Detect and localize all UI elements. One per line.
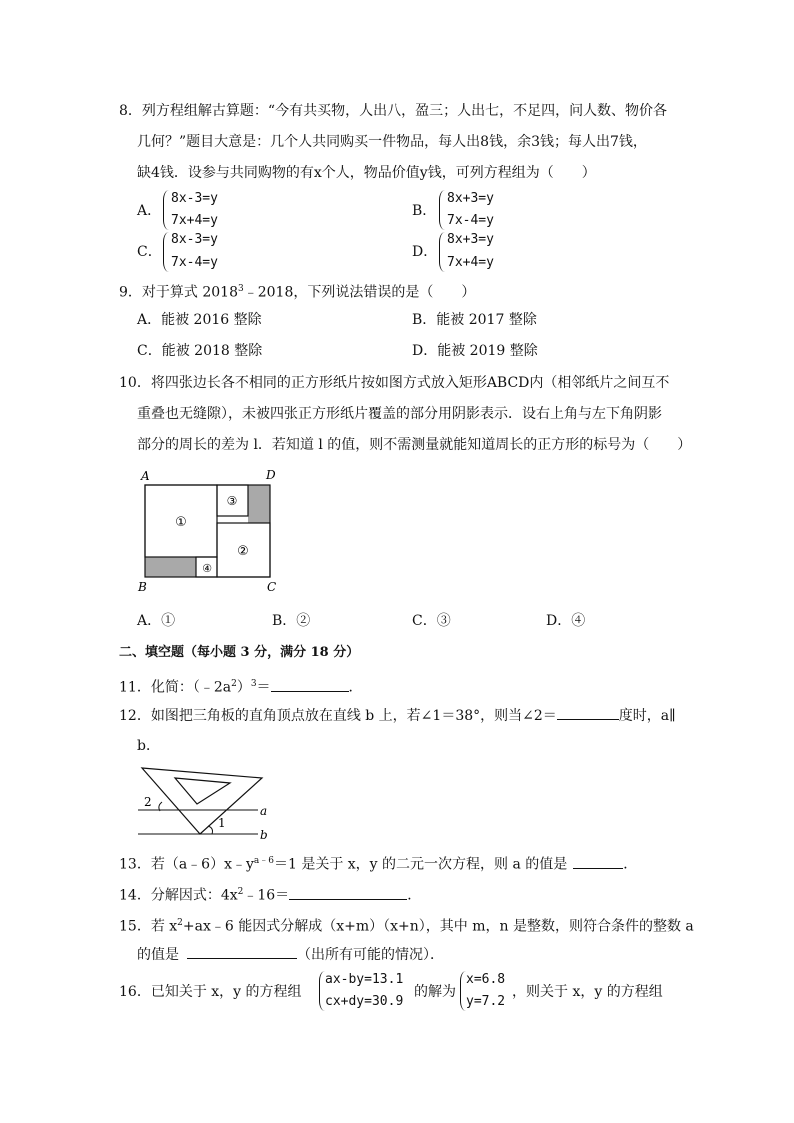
q10-line3: 部分的周长的差为 l．若知道 l 的值，则不需测量就能知道周长的正方形的标号为（ ） bbox=[137, 437, 692, 453]
equation: x=6.8 bbox=[466, 972, 506, 987]
answer-blank[interactable] bbox=[289, 885, 407, 900]
q12-line1: 12．如图把三角板的直角顶点放在直线 b 上，若∠1＝38°，则当∠2＝ 度时，a∥ bbox=[119, 705, 676, 726]
label-sq3: ③ bbox=[226, 494, 238, 508]
label-b: B bbox=[138, 580, 147, 594]
equation: cx+dy=30.9 bbox=[325, 994, 404, 1009]
q10-option-a[interactable]: A．① bbox=[137, 613, 176, 629]
shade-bottom-left bbox=[145, 557, 196, 577]
q9-option-d[interactable]: D．能被 2019 整除 bbox=[412, 343, 538, 359]
label-sq1: ① bbox=[175, 515, 187, 530]
q8-line1: 8．列方程组解古算题：“今有共买物，人出八，盈三；人出七，不足四，问人数、物价各 bbox=[119, 103, 668, 119]
answer-blank[interactable] bbox=[573, 854, 623, 869]
equation: 8x-3=y bbox=[171, 232, 218, 247]
angle-1-arc bbox=[208, 826, 213, 834]
triangle-inner bbox=[175, 778, 230, 804]
q11: 11．化简：$(﹣2a^2)^3=$ ． bbox=[119, 674, 363, 698]
brace bbox=[439, 232, 445, 272]
q16-text-c: ，则关于 x，y 的方程组 bbox=[512, 984, 663, 1000]
answer-blank[interactable] bbox=[557, 705, 619, 720]
label-angle-1: 1 bbox=[218, 816, 226, 830]
label-sq2: ② bbox=[237, 544, 249, 559]
q9-option-a[interactable]: A．能被 2016 整除 bbox=[137, 312, 262, 328]
q12-line2: b． bbox=[137, 738, 160, 754]
equation: y=7.2 bbox=[466, 994, 506, 1009]
q8-line2: 几何？”题目大意是：几个人共同购买一件物品，每人出8钱，余3钱；每人出7钱， bbox=[137, 134, 647, 150]
label-line-b: b bbox=[260, 828, 268, 842]
equation: 8x+3=y bbox=[447, 191, 494, 206]
q12-figure bbox=[130, 760, 280, 845]
q13: 13．若$(a﹣6)x﹣y^{a﹣6}=1$ 是关于 x，y 的二元一次方程，则 a 的值是 ． bbox=[119, 851, 637, 875]
option-label: A． bbox=[137, 203, 162, 219]
option-label: C． bbox=[137, 244, 162, 260]
answer-blank[interactable] bbox=[187, 944, 297, 959]
label-line-a: a bbox=[260, 804, 268, 818]
label-c: C bbox=[267, 580, 277, 594]
label-a: A bbox=[141, 469, 150, 483]
q16-text-b: 的解为 bbox=[414, 984, 456, 1000]
q10-line2: 重叠也无缝隙），未被四张正方形纸片覆盖的部分用阴影表示．设右上角与左下角阴影 bbox=[137, 406, 662, 422]
q10-figure bbox=[130, 465, 290, 595]
equation: 7x-4=y bbox=[171, 255, 218, 270]
q14: 14．分解因式：$4x^2﹣16=$ ． bbox=[119, 882, 421, 906]
brace bbox=[163, 190, 169, 230]
q8-line3: 缺4钱．设参与共同购物的有x个人，物品价值y钱，可列方程组为（ ） bbox=[137, 165, 596, 181]
q10-option-d[interactable]: D．④ bbox=[546, 613, 586, 629]
brace bbox=[439, 190, 445, 230]
q16-text-a: 16．已知关于 x，y 的方程组 bbox=[119, 984, 302, 1000]
q10-option-c[interactable]: C．③ bbox=[412, 613, 451, 629]
q15-line1: 15．若 $x^2+ax﹣6$ 能因式分解成（x+m）（x+n），其中 m，n 是整数，则符合条件的整数 a bbox=[119, 918, 694, 935]
q15-line2: 的值是 （出所有可能的情况）． bbox=[137, 944, 444, 965]
answer-blank[interactable] bbox=[271, 677, 349, 692]
equation: 8x-3=y bbox=[171, 191, 218, 206]
equation: 7x+4=y bbox=[447, 255, 494, 270]
q9-option-b[interactable]: B．能被 2017 整除 bbox=[412, 312, 537, 328]
brace bbox=[163, 232, 169, 272]
label-d: D bbox=[266, 468, 276, 482]
q9-option-c[interactable]: C．能被 2018 整除 bbox=[137, 343, 263, 359]
equation: 7x-4=y bbox=[447, 213, 494, 228]
shade-top-right bbox=[248, 485, 270, 523]
option-label: B． bbox=[412, 203, 437, 219]
q9-stem: 9．对于算式 2018$^3$﹣2018，下列说法错误的是（ ） bbox=[119, 284, 476, 301]
equation: 8x+3=y bbox=[447, 232, 494, 247]
q10-line1: 10．将四张边长各不相同的正方形纸片按如图方式放入矩形ABCD内（相邻纸片之间互不 bbox=[119, 375, 670, 391]
q10-option-b[interactable]: B．② bbox=[272, 613, 311, 629]
label-angle-2: 2 bbox=[144, 795, 152, 809]
equation: ax-by=13.1 bbox=[325, 972, 404, 987]
section2-title: 二、填空题（每小题 3 分，满分 18 分） bbox=[119, 645, 360, 660]
label-sq4: ④ bbox=[202, 562, 212, 575]
option-label: D． bbox=[412, 244, 438, 260]
equation: 7x+4=y bbox=[171, 213, 218, 228]
